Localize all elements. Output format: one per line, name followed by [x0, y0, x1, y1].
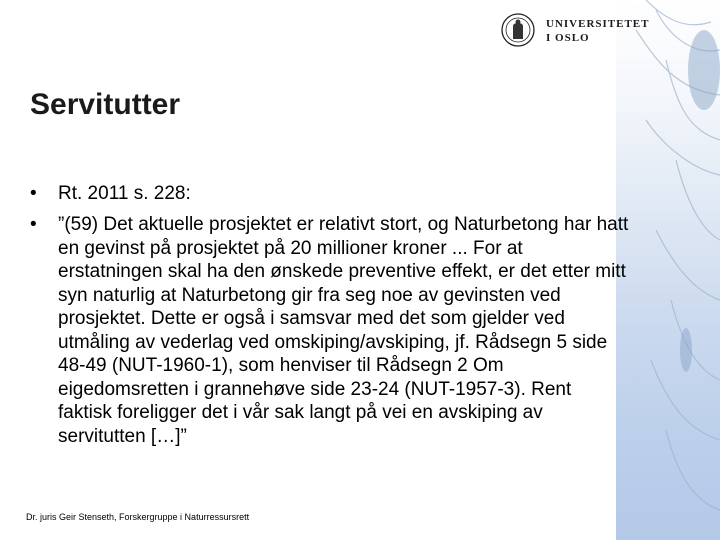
bullet-text: ”(59) Det aktuelle prosjektet er relativt stort, og Naturbetong har hatt en gevinst på prosjektet på 20 millioner kroner ... For at erstatningen skal ha den ønskede preventive effekt, er det etter mitt syn naturlig at Naturbetong gir fra seg noe av gevinsten ved prosjektet. Dette er også i samsvar med det som gjelder ved utmåling av vederlag ved omskiping/avskiping, jf. Rådsegn 5 side 48-49 (NUT-1960-1), som henviser til Rådsegn 2 Om eigedomsretten i grannehøve side 23-24 (NUT-1957-3). Rent faktisk foreligger det i vår sak langt på vei en avskiping av servitutten […]” — [58, 214, 629, 447]
slide-title: Servitutter — [30, 88, 181, 121]
university-logo — [500, 11, 650, 51]
bullet-marker: • — [30, 214, 37, 235]
bullet-item — [30, 213, 630, 448]
bullet-item — [30, 182, 630, 206]
bullet-marker: • — [30, 183, 37, 204]
bullet-text: Rt. 2011 s. 228: — [58, 183, 191, 204]
footer-author: Dr. juris Geir Stenseth, Forskergruppe i Naturressursrett — [26, 512, 250, 522]
logo-line-2: I OSLO — [546, 32, 590, 44]
decorative-statue-panel — [616, 0, 720, 540]
university-seal-icon — [500, 11, 536, 49]
logo-line-1: UNIVERSITETET — [546, 18, 650, 30]
